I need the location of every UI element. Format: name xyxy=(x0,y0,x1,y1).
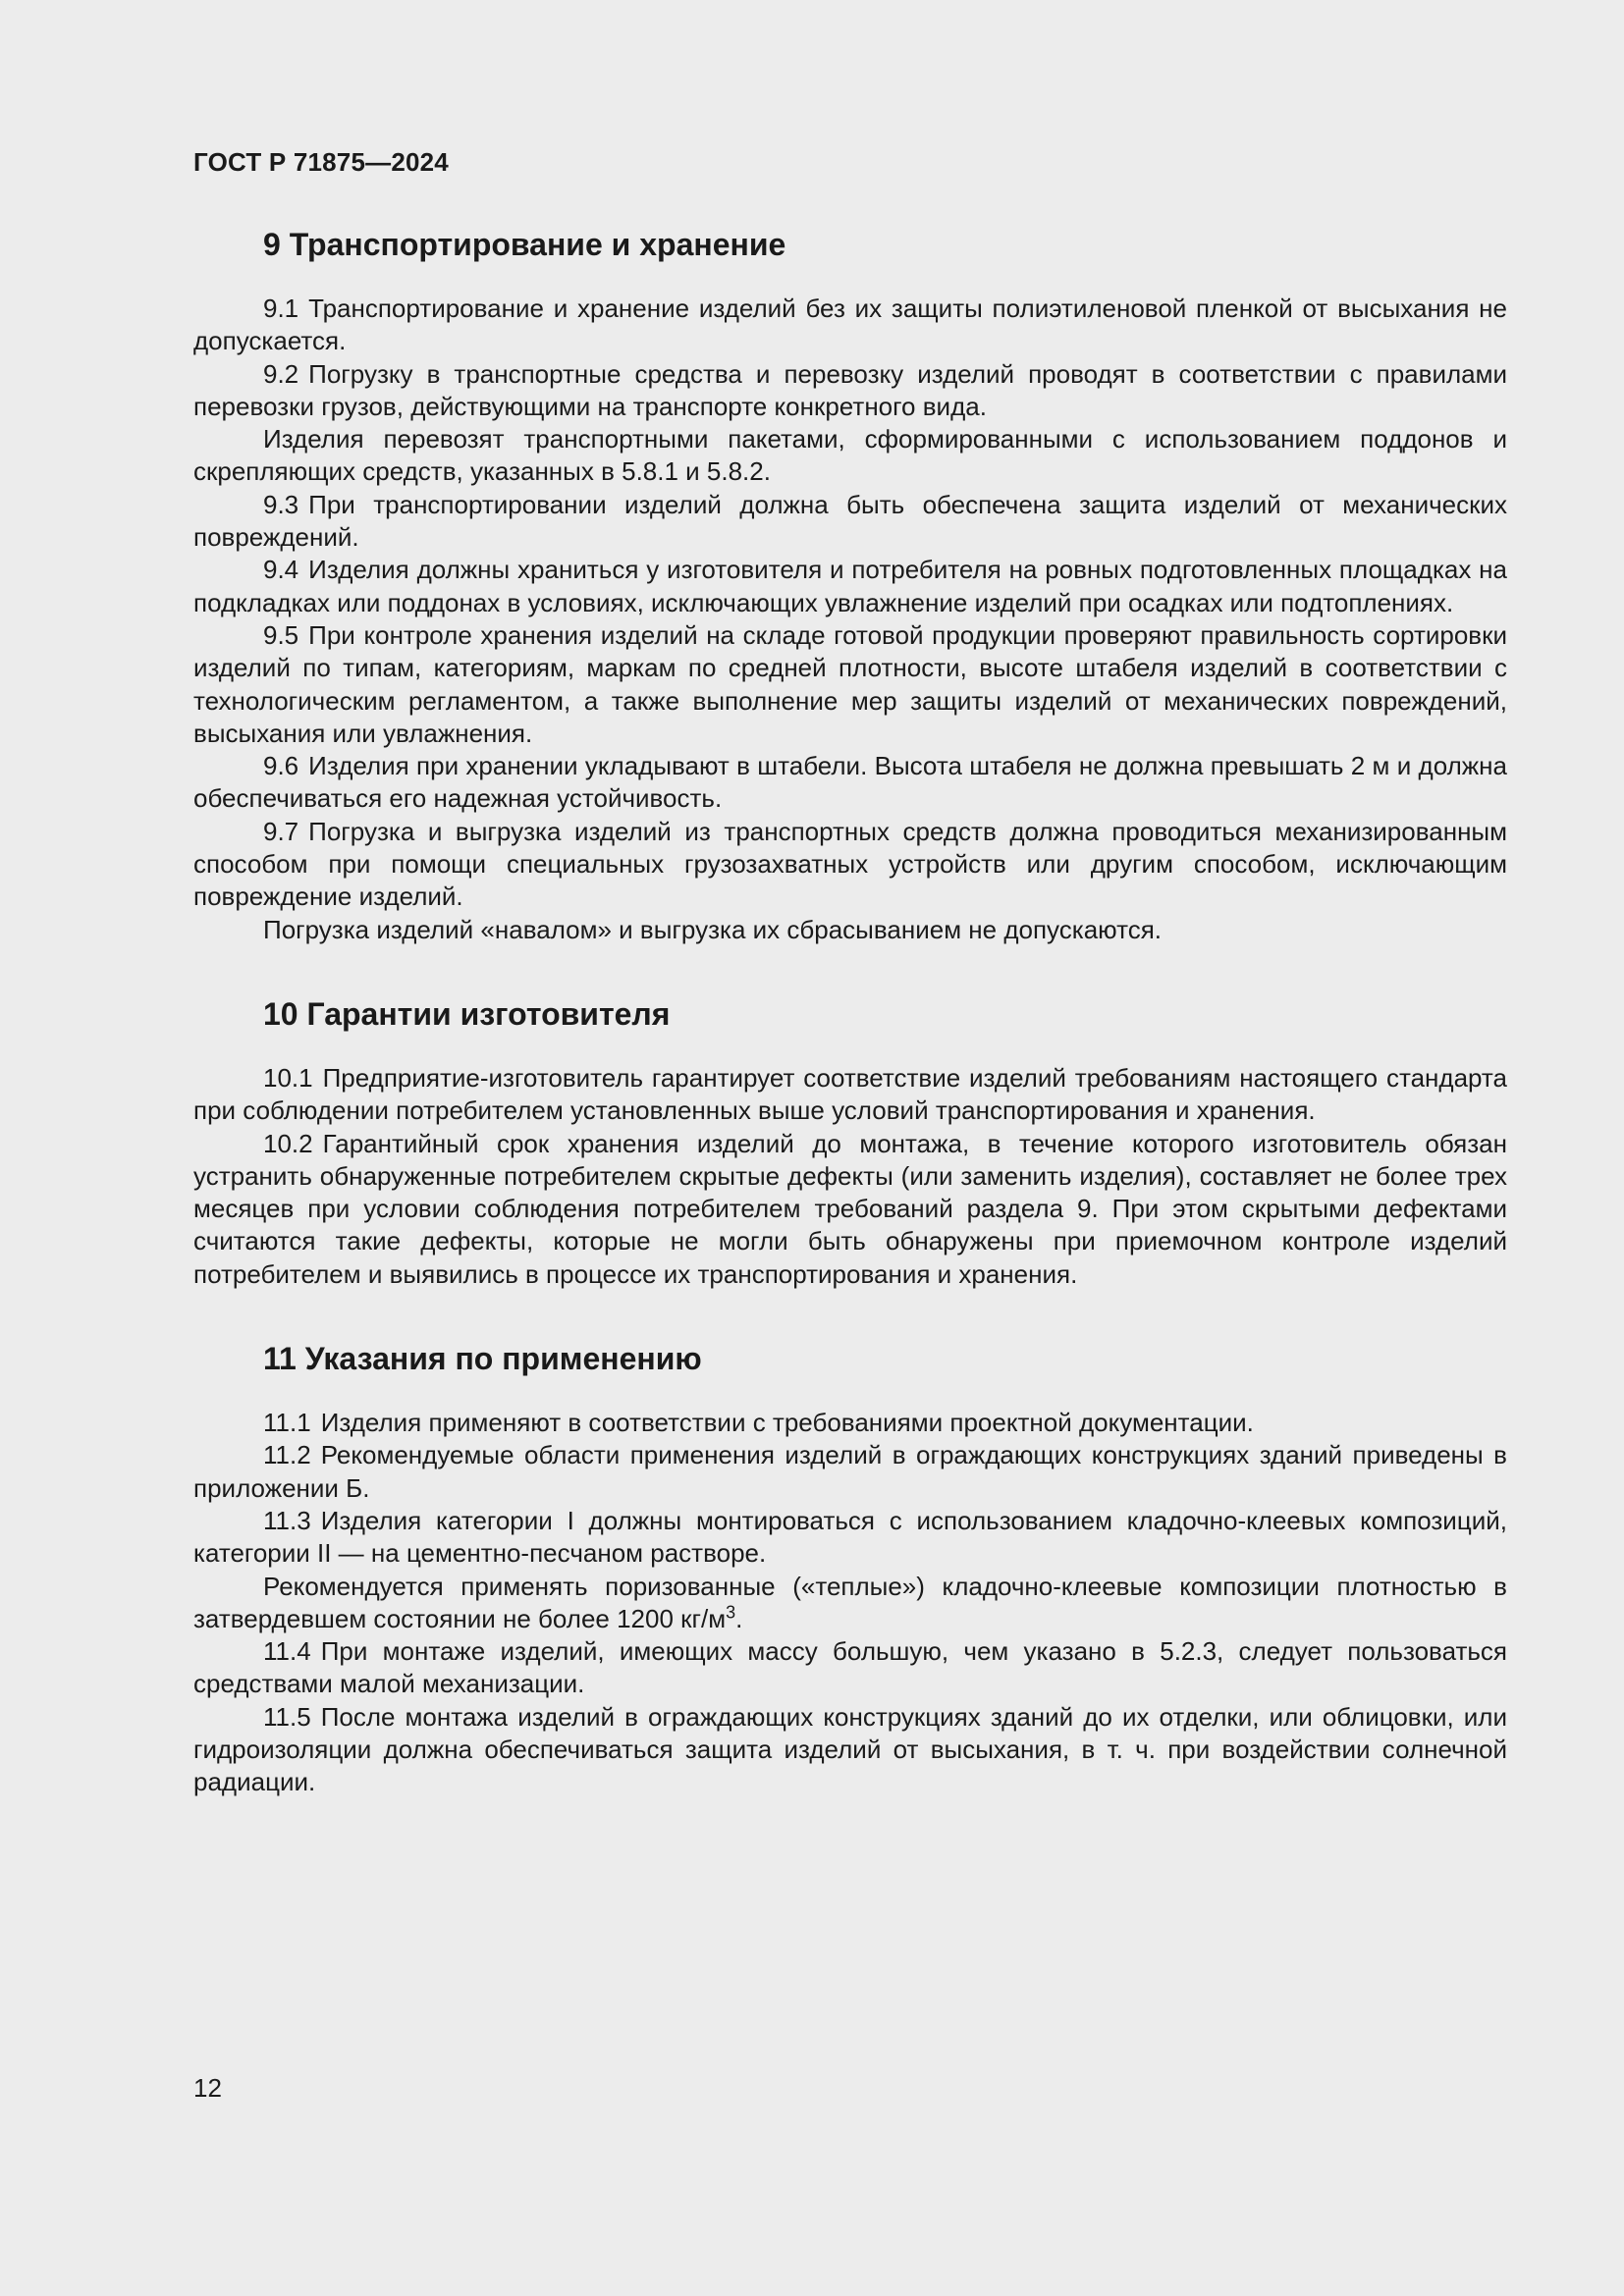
clause-text: Погрузку в транспортные средства и перевозку изделий проводят в соответствии с правилами перевозки грузов, действующими на транспорте конкретного вида. xyxy=(193,358,1507,421)
paragraph xyxy=(193,423,1507,489)
paragraph xyxy=(193,816,1507,914)
clause-number: 9.6 xyxy=(263,751,299,781)
clause-number: 11.3 xyxy=(263,1505,311,1535)
paragraph xyxy=(193,489,1507,555)
clause-text: Погрузка и выгрузка изделий из транспортных средств должна проводиться механизированным способом при помощи специальных грузозахватных устройств или другим способом, исключающим повреждение изделий. xyxy=(193,816,1507,912)
clause-text: При транспортировании изделий должна быть обеспечена защита изделий от механических повреждений. xyxy=(193,489,1507,553)
paragraph xyxy=(193,1407,1507,1439)
clause-number: 11.1 xyxy=(263,1408,311,1438)
document-page xyxy=(193,0,1507,2296)
clause-text: При монтаже изделий, имеющих массу большую, чем указано в 5.2.3, следует пользоваться средствами малой механизации. xyxy=(193,1636,1507,1699)
paragraph xyxy=(193,914,1507,946)
clause-number: 9.5 xyxy=(263,619,299,650)
clause-text: Погрузка изделий «навалом» и выгрузка их сбрасыванием не допускаются. xyxy=(263,914,1163,944)
paragraph xyxy=(193,293,1507,358)
clause-text: При контроле хранения изделий на складе готовой продукции проверяют правильность сортировки изделий по типам, категориям, маркам по средней плотности, высоте штабеля изделий в соответствии с технологическим регламентом, а также выполнение мер защиты изделий от механических повреждений, высыхания или увлажнения. xyxy=(193,619,1507,748)
clause-text: После монтажа изделий в ограждающих конструкциях зданий до их отделки, или облицовки, или гидроизоляции должна обеспечиваться защита изделий от высыхания, в т. ч. при воздействии солнечной радиации. xyxy=(193,1701,1507,1797)
section-manufacturer-warranty xyxy=(193,989,1507,1291)
clause-number: 11.4 xyxy=(263,1636,311,1667)
clause-text: Изделия должны храниться у изготовителя и потребителя на ровных подготовленных площадках на подкладках или поддонах в условиях, исключающих увлажнение изделий при осадках или подтоплениях. xyxy=(193,555,1507,617)
paragraph xyxy=(193,1701,1507,1799)
clause-number: 11.2 xyxy=(263,1440,311,1470)
clause-text: Рекомендуемые области применения изделий в ограждающих конструкциях зданий приведены в приложении Б. xyxy=(193,1440,1507,1503)
paragraph xyxy=(193,1062,1507,1128)
paragraph xyxy=(193,619,1507,750)
paragraph xyxy=(193,1571,1507,1636)
section-title: 11 Указания по применению xyxy=(263,1341,702,1377)
clause-text: Транспортирование и хранение изделий без их защиты полиэтиленовой пленкой от высыхания не допускается. xyxy=(193,294,1507,356)
document-id-header: ГОСТ Р 71875—2024 xyxy=(193,147,449,177)
clause-text: Изделия категории I должны монтироваться с использованием кладочно-клеевых композиций, категории II — на цементно-песчаном растворе. xyxy=(193,1505,1507,1569)
paragraph xyxy=(193,1505,1507,1571)
section-title: 10 Гарантии изготовителя xyxy=(263,995,671,1032)
paragraph xyxy=(193,1635,1507,1701)
clause-text-end: . xyxy=(735,1603,743,1633)
paragraph xyxy=(193,1128,1507,1291)
section-transport-storage xyxy=(193,220,1507,946)
clause-text: Изделия применяют в соответствии с требованиями проектной документации. xyxy=(320,1408,1254,1438)
clause-number: 9.3 xyxy=(263,489,299,519)
paragraph xyxy=(193,750,1507,816)
clause-number: 9.2 xyxy=(263,358,299,389)
paragraph xyxy=(193,358,1507,424)
clause-text: Рекомендуется применять поризованные («теплые») кладочно-клеевые композиции плотностью в затвердевшем состоянии не более 1200 кг/м xyxy=(193,1571,1507,1633)
paragraph xyxy=(193,554,1507,619)
paragraph xyxy=(193,1439,1507,1505)
section-application-guidelines xyxy=(193,1334,1507,1799)
clause-number: 9.1 xyxy=(263,294,299,323)
clause-number: 11.5 xyxy=(263,1701,311,1732)
superscript: 3 xyxy=(726,1602,736,1623)
section-title: 9 Транспортирование и хранение xyxy=(263,227,786,262)
clause-number: 9.7 xyxy=(263,816,299,846)
page-number: 12 xyxy=(193,2073,222,2103)
clause-number: 10.1 xyxy=(263,1062,313,1093)
clause-text: Изделия при хранении укладывают в штабели. Высота штабеля не должна превышать 2 м и должна обеспечиваться его надежная устойчивость. xyxy=(193,751,1507,814)
document-body xyxy=(193,220,1507,1799)
clause-text: Гарантийный срок хранения изделий до монтажа, в течение которого изготовитель обязан устранить обнаруженные потребителем скрытые дефекты (или заменить изделия), составляет не более трех месяцев при условии соблюдения потребителем требований раздела 9. При этом скрытыми дефектами считаются такие дефекты, которые не могли быть обнаружены при приемочном контроле изделий потребителем и выявились в процессе их транспортирования и хранения. xyxy=(193,1128,1507,1289)
clause-text: Предприятие-изготовитель гарантирует соответствие изделий требованиям настоящего стандарта при соблюдении потребителем установленных выше условий транспортирования и хранения. xyxy=(193,1062,1507,1126)
clause-number: 9.4 xyxy=(263,555,299,585)
clause-text: Изделия перевозят транспортными пакетами, сформированными с использованием поддонов и скрепляющих средств, указанных в 5.8.1 и 5.8.2. xyxy=(193,424,1507,487)
clause-number: 10.2 xyxy=(263,1128,313,1158)
